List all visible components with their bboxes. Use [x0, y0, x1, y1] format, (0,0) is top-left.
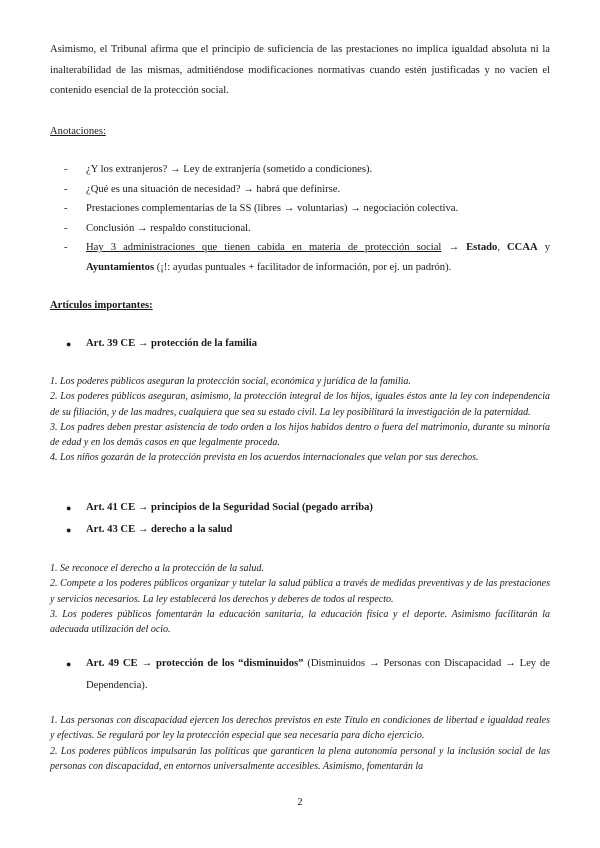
arrow-text: →: [441, 242, 467, 253]
art39-line: 1. Los poderes públicos aseguran la protección social, económica y jurídica de la familia.: [50, 376, 411, 387]
art43-line: 3. Los poderes públicos fomentarán la educación sanitaria, la educación física y el deporte. Asimismo facilitarán la adecuada utilización del ocio.: [50, 608, 550, 636]
dash-marker: -: [64, 203, 68, 214]
bullet-icon: ●: [66, 503, 72, 513]
art39-line: 3. Los padres deben prestar asistencia de todo orden a los hijos habidos dentro o fuera del matrimonio, durante su minoría de edad y en los demás casos en que legalmente proceda.: [50, 421, 550, 449]
art43-bullet-item: [50, 519, 550, 541]
administraciones-underlined: Hay 3 administraciones que tienen cabida en materia de protección social: [86, 242, 442, 253]
art43-line: 2. Compete a los poderes públicos organizar y tutelar la salud pública a través de medidas preventivas y de las prestaciones y servicios necesarios. La ley establecerá los derechos y deberes de todos al respecto.: [50, 578, 550, 605]
art43-line: 1. Se reconoce el derecho a la protección de la salud.: [50, 563, 264, 574]
list-item-text: ¿Y los extranjeros? → Ley de extranjería (sometido a condiciones).: [86, 164, 373, 175]
administraciones-tail: (¡!: ayudas puntuales + facilitador de información, por ej. un padrón).: [154, 261, 452, 273]
dash-marker: -: [64, 242, 68, 253]
anotaciones-section: [50, 122, 550, 143]
art39-heading: [50, 333, 550, 355]
art49-text: [50, 713, 550, 774]
intro-paragraph: [50, 40, 550, 102]
separator-text: ,: [497, 242, 508, 253]
list-item: [50, 160, 550, 180]
art39-line: 4. Los niños gozarán de la protección prevista en los acuerdos internacionales que velan por sus derechos.: [50, 452, 479, 464]
bullet-icon: ●: [66, 525, 72, 535]
dash-marker: -: [64, 164, 68, 175]
intro-text: Asimismo, el Tribunal afirma que el principio de suficiencia de las prestaciones no implica igualdad absoluta ni la inalterabilidad de las mismas, admitiéndose modificaciones normativas cuando estén justificadas y no vacíen el contenido esencial de la protección social.: [50, 44, 550, 96]
page-number: 2: [297, 797, 303, 808]
art41-art43-headings: [50, 497, 550, 541]
art43-title: Art. 43 CE → derecho a la salud: [86, 524, 233, 535]
art49-title-rest: (Disminuidos → Personas con Discapacidad → Ley de Dependencia).: [86, 658, 550, 691]
dash-marker: -: [64, 222, 68, 234]
anotaciones-heading: Anotaciones:: [50, 126, 106, 137]
art49-heading: [50, 653, 550, 697]
list-item: [50, 180, 550, 200]
art49-line: 1. Las personas con discapacidad ejercen los derechos previstos en este Título en condiciones de libertad e igualdad reales y efectivas. Se regulará por ley la protección especial que sea necesaria para dicho ejercicio.: [50, 715, 550, 742]
dash-marker: -: [64, 183, 68, 195]
ccaa-bold: CCAA: [507, 242, 538, 253]
art43-text: [50, 561, 550, 637]
art49-title-bold: Art. 49 CE → protección de los “disminuidos”: [86, 658, 304, 669]
art41-bullet-item: [50, 497, 550, 519]
separator-text: y: [537, 242, 551, 253]
art49-line: 2. Los poderes públicos impulsarán las políticas que garanticen la plena autonomía personal y la inclusión social de las personas con discapacidad, en entornos universalmente accesibles. Asimismo, fomentarán la: [50, 745, 550, 772]
articulos-heading: [50, 296, 550, 317]
list-item-administraciones: [50, 238, 550, 277]
bullet-icon: ●: [66, 659, 72, 669]
art39-bullet-item: [50, 333, 550, 355]
bullet-icon: ●: [66, 339, 72, 349]
art39-line: 2. Los poderes públicos aseguran, asimismo, la protección integral de los hijos, iguales éstos ante la ley con independencia de su filiación, y de las madres, cualquiera que sea su estado civil. La ley posibilitará la investigación de la paternidad.: [50, 391, 550, 418]
list-item-text: Prestaciones complementarias de la SS (libres → voluntarias) → negociación colectiva.: [86, 203, 459, 214]
ayuntamientos-bold: Ayuntamientos: [86, 261, 155, 273]
art41-title: Art. 41 CE → principios de la Seguridad Social (pegado arriba): [86, 502, 373, 513]
list-item-text: ¿Qué es una situación de necesidad? → habrá que definirse.: [86, 183, 341, 195]
list-item-text: Conclusión → respaldo constitucional.: [86, 222, 251, 234]
list-item: [50, 199, 550, 219]
art49-bullet-item: [50, 653, 550, 697]
art39-text: [50, 374, 550, 466]
art39-title: Art. 39 CE → protección de la familia: [86, 338, 258, 349]
estado-bold: Estado: [466, 242, 498, 253]
articulos-heading-text: Artículos importantes:: [50, 300, 153, 311]
list-item: [50, 219, 550, 239]
articulos-section: [50, 296, 550, 317]
anotaciones-list: [50, 160, 550, 277]
